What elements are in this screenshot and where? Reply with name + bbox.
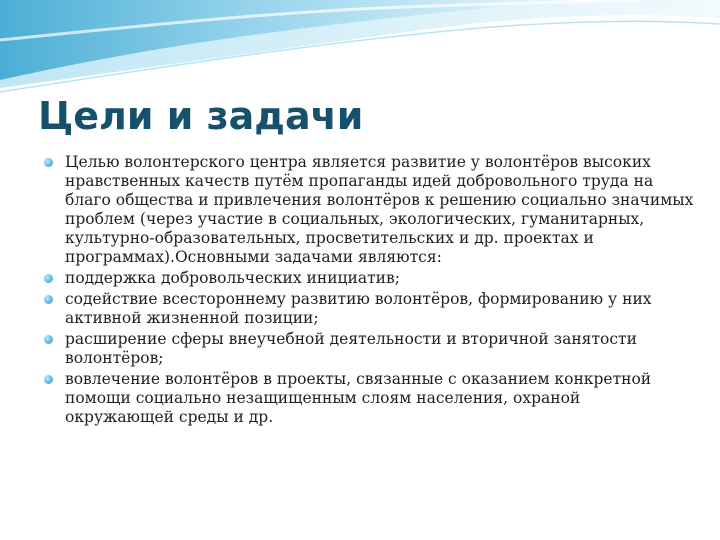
list-item-text: расширение сферы внеучебной деятельности и вторичной занятости волонтёров; (65, 330, 637, 367)
bullet-icon (44, 274, 53, 283)
bullet-icon (44, 375, 53, 384)
list-item-text: содействие всестороннему развитию волонтёров, формированию у них активной жизненной позиции; (65, 290, 652, 327)
list-item-text: вовлечение волонтёров в проекты, связанные с оказанием конкретной помощи социально незащищенным слоям населения, охраной окружающей среды и др. (65, 370, 652, 426)
bullet-icon (44, 335, 53, 344)
list-item (44, 290, 694, 328)
bullet-icon (44, 295, 53, 304)
list-item (44, 370, 694, 427)
list-item (44, 153, 694, 267)
list-item (44, 269, 694, 288)
list-item-text: Целью волонтерского центра является развитие у волонтёров высоких нравственных качеств путём пропаганды идей добровольного труда на благо общества и привлечения волонтёров к решению социально значимых проблем (через участие в социальных, экологических, гуманитарных, культурно-образовательных, просветительских и др. проектах и программах).Основными задачами являются: (65, 153, 694, 266)
list-item (44, 330, 694, 368)
list-item-text: поддержка добровольческих инициатив; (65, 269, 400, 287)
bullet-list (44, 153, 694, 427)
slide-title: Цели и задачи (38, 94, 364, 138)
bullet-icon (44, 158, 53, 167)
